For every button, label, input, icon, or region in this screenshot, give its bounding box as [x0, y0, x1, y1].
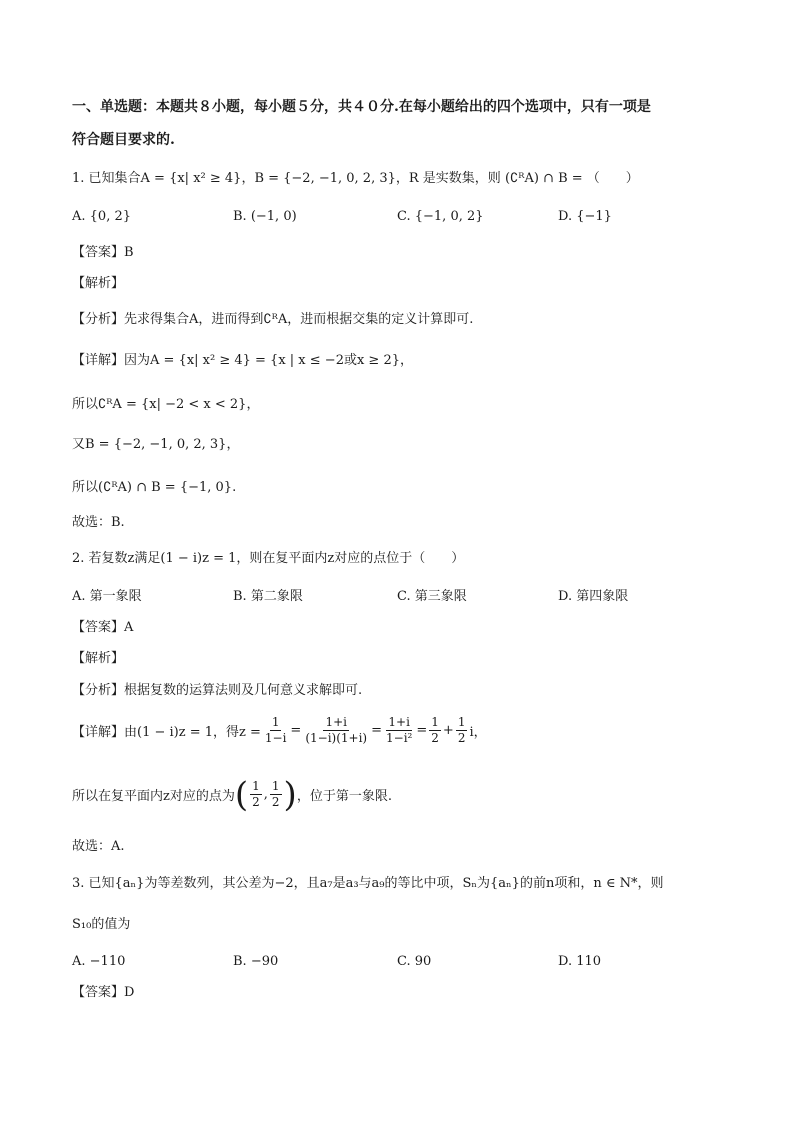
q1-step-2: 又B = {−2, −1, 0, 2, 3}， [72, 437, 240, 452]
section-header-line-2: 符合题目要求的. [72, 132, 175, 148]
fraction-1-over-1-minus-i: $\frac{1}{1-i}$ [264, 715, 287, 746]
q3-stem: 3. 已知{aₙ}为等差数列，其公差为−2，且a₇是a₃与a₉的等比中项，Sₙ为{aₙ}的前n项和，n ∈ N*，则 [72, 876, 664, 891]
fraction-half-i: $\frac{1}{2}$ [457, 715, 466, 746]
q1-step-1: 所以∁ᴿA = {x| −2 < x < 2}， [72, 397, 260, 412]
q1-analysis-tag: 【解析】 [72, 276, 125, 291]
q2-detail: 【详解】由(1 − i)z = 1，得z = $\frac{1}{1-i}$ = $\frac{1+i}{(1-i)(1+i)}$ = $\frac{1+i}{\text{1−i²}}$ = $\frac{1}{2}$ + $\frac{1}{2}$ i， [72, 715, 487, 746]
q2-analysis-tag: 【解析】 [72, 651, 125, 666]
q1-stem: 1. 已知集合A = {x| x² ≥ 4}，B = {−2, −1, 0, 2, 3}，R 是实数集，则 (∁ᴿA) ∩ B = （ ） [72, 171, 639, 186]
section-header-line-1: 一、单选题：本题共８小题，每小题５分，共４０分.在每小题给出的四个选项中，只有一项是 [72, 99, 651, 115]
fraction-simplified: $\frac{1+i}{\text{1−i²}}$ [386, 715, 413, 746]
q2-stem: 2. 若复数z满足(1 − i)z = 1，则在复平面内z对应的点位于（ ） [72, 551, 465, 566]
q2-point-prefix: 所以在复平面内z对应的点为 [72, 789, 235, 805]
q3-option-b: B. −90 [233, 954, 279, 969]
q1-choose: 故选：B. [72, 515, 125, 530]
q1-answer: 【答案】B [72, 245, 134, 260]
q3-stem-2: S₁₀的值为 [72, 917, 131, 932]
q1-option-b: B. (−1, 0) [233, 209, 297, 224]
q3-option-c: C. 90 [397, 954, 432, 969]
q2-detail-prefix: 【详解】由(1 − i)z = 1，得z = [72, 725, 261, 741]
q1-option-c: C. {−1, 0, 2} [397, 209, 484, 224]
fraction-rationalized: $\frac{1+i}{(1-i)(1+i)}$ [305, 715, 368, 746]
point-x-fraction: $\frac{1}{2}$ [252, 779, 260, 810]
q3-option-d: D. 110 [558, 954, 602, 969]
q2-option-a: A. 第一象限 [72, 589, 142, 604]
q1-fenxi: 【分析】先求得集合A，进而得到∁ᴿA，进而根据交集的定义计算即可. [72, 312, 474, 327]
q2-fenxi: 【分析】根据复数的运算法则及几何意义求解即可. [72, 683, 363, 698]
q2-choose: 故选：A. [72, 839, 125, 854]
point-y-fraction: $\frac{1}{2}$ [271, 779, 280, 810]
q3-option-a: A. −110 [72, 954, 126, 969]
q2-point-line: 所以在复平面内z对应的点为 ( $\frac{1}{2}$ , $\frac{1}{2}$ ) ，位于第一象限. [72, 774, 392, 815]
q1-option-d: D. {−1} [558, 209, 612, 224]
q2-answer: 【答案】A [72, 620, 134, 635]
q2-point-suffix: ，位于第一象限. [296, 789, 392, 805]
q2-option-c: C. 第三象限 [397, 589, 467, 604]
q1-step-3: 所以(∁ᴿA) ∩ B = {−1, 0}. [72, 480, 237, 495]
q3-answer: 【答案】D [72, 985, 135, 1000]
fraction-half: $\frac{1}{2}$ [431, 715, 439, 746]
q1-option-a: A. {0, 2} [72, 209, 132, 224]
q1-detail: 【详解】因为A = {x| x² ≥ 4} = {x | x ≤ −2或x ≥ 2}， [72, 353, 413, 368]
q2-option-b: B. 第二象限 [233, 589, 303, 604]
q2-option-d: D. 第四象限 [558, 589, 629, 604]
